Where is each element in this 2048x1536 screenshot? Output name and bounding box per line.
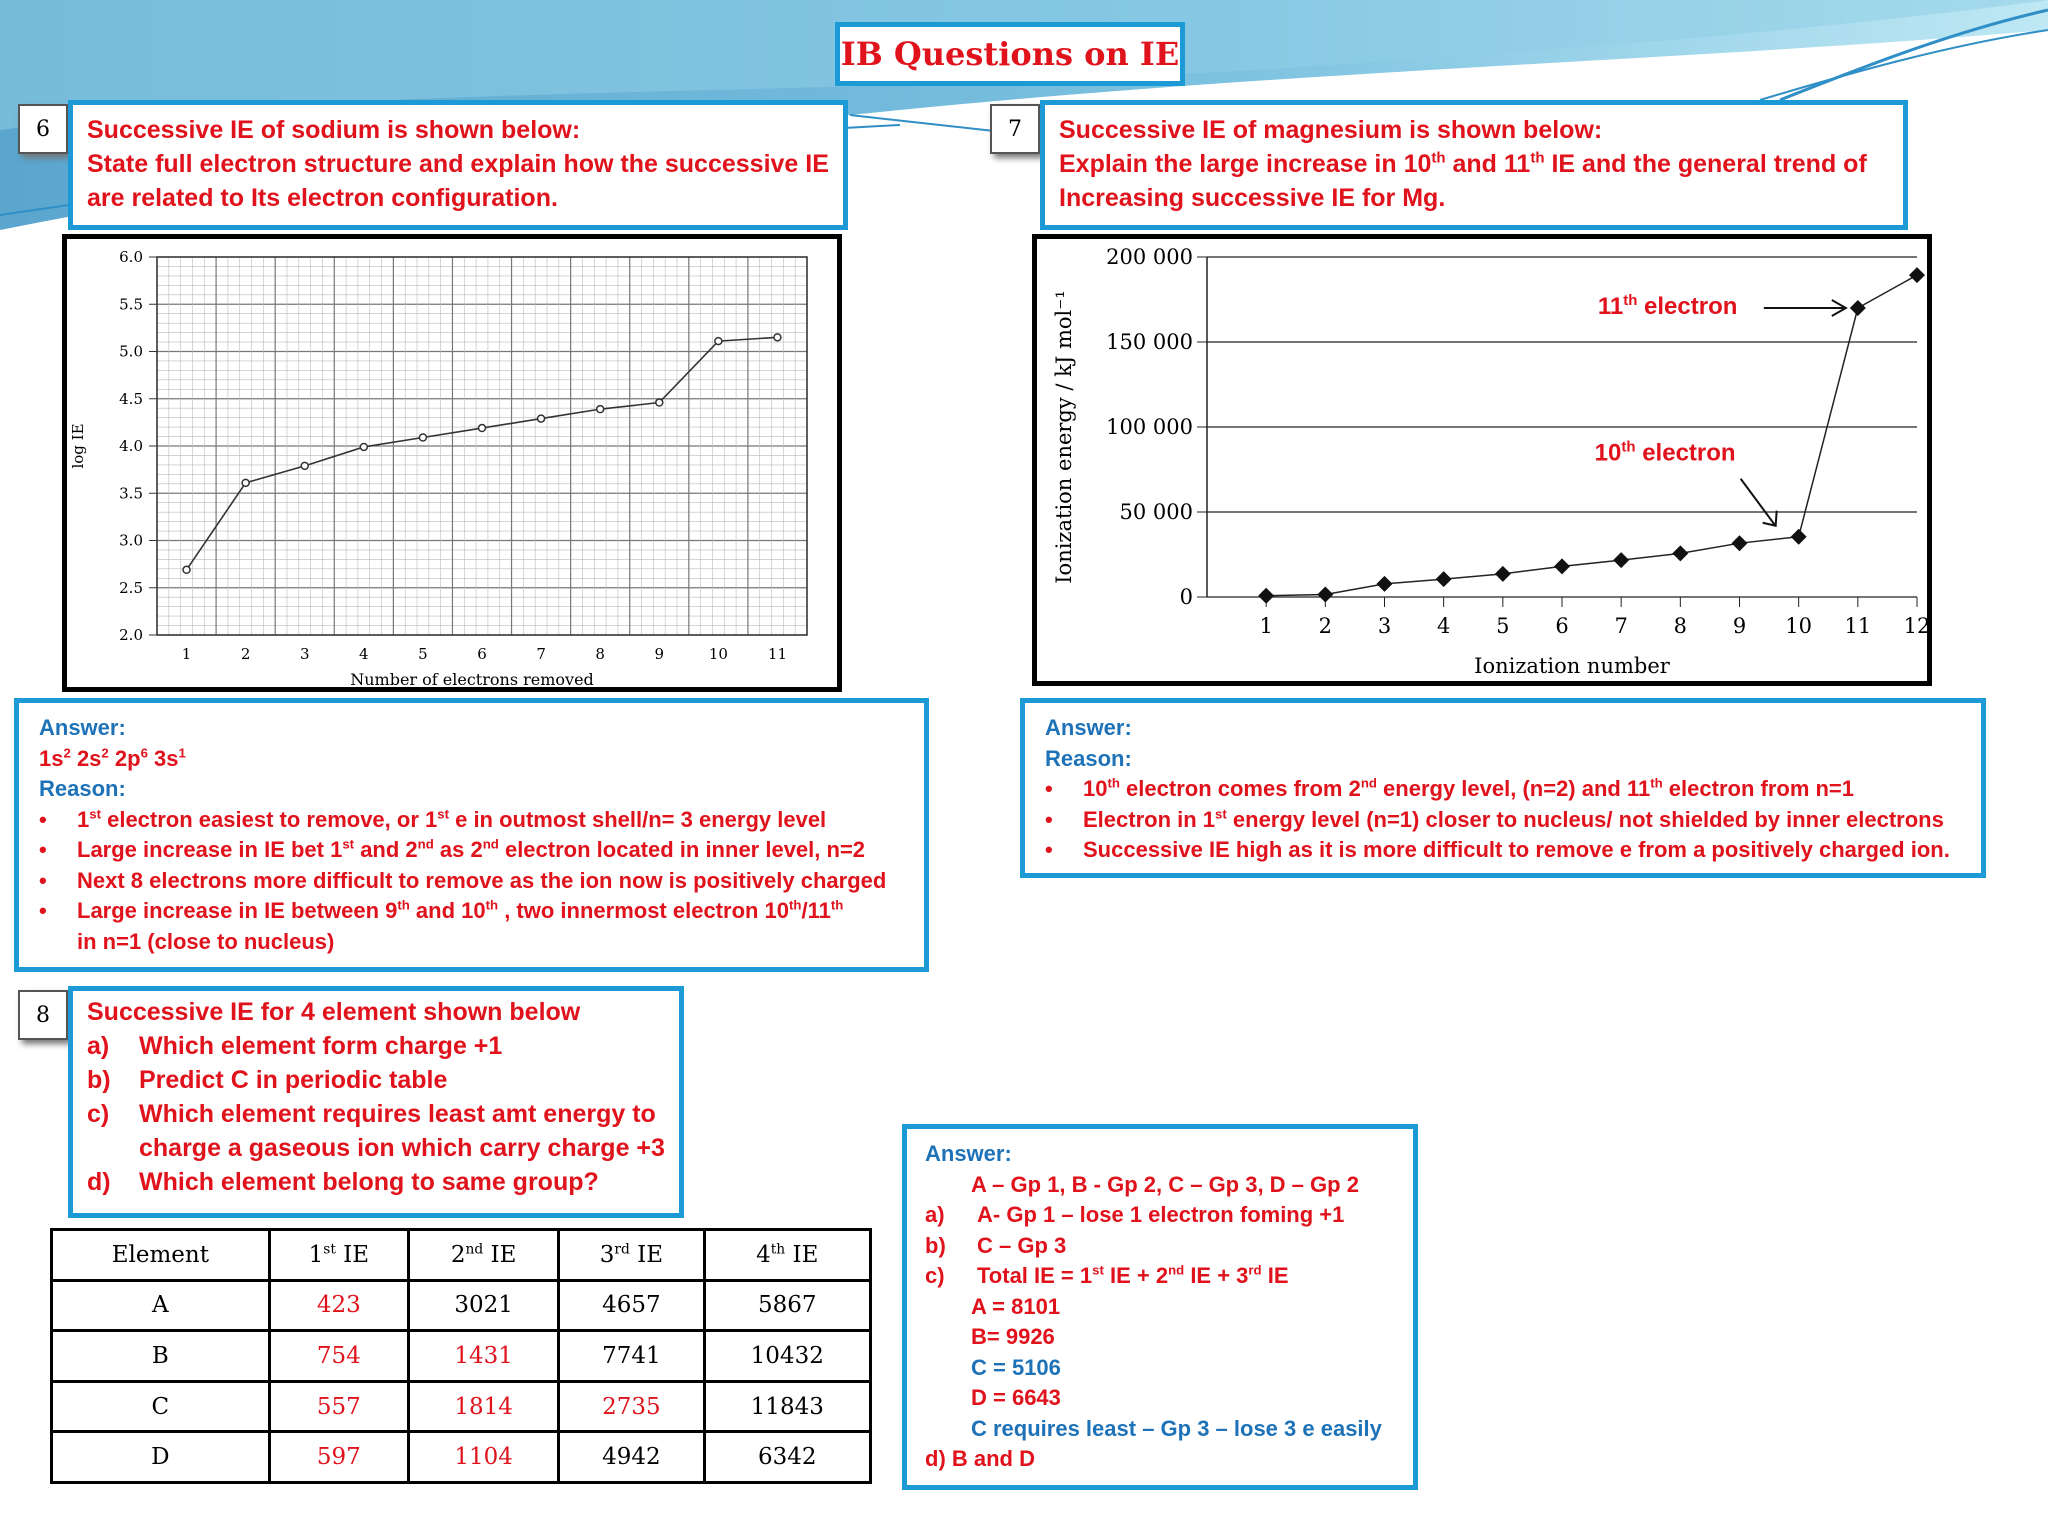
y-tick-label: 3.0	[119, 531, 143, 550]
x-axis-label: Ionization number	[1474, 654, 1670, 678]
x-tick-label: 8	[1673, 614, 1688, 638]
y-axis-label: Ionization energy / kJ mol⁻¹	[1052, 290, 1076, 584]
q6-answer-label: Answer:	[39, 715, 126, 740]
q8-answer-c: c) Total IE = 1st IE + 2nd IE + 3rd IE	[925, 1262, 1289, 1288]
x-tick-label: 4	[1436, 614, 1451, 638]
q6-reason-4: • Large increase in IE between 9th and 10th , two innermost electron 10th/11th in n=1 (close to nucleus)	[39, 896, 904, 957]
table-cell: 4657	[559, 1280, 704, 1331]
sodium-ie-chart	[67, 239, 837, 687]
data-point	[301, 462, 308, 469]
data-point	[1909, 267, 1925, 283]
question-7-box	[1040, 100, 1908, 230]
q8-item: b) Predict C in periodic table	[87, 1066, 448, 1094]
header-element: Element	[52, 1230, 270, 1281]
table-row	[52, 1331, 871, 1382]
table-cell: 1814	[409, 1381, 559, 1432]
table-cell: 4942	[559, 1432, 704, 1483]
y-tick-label: 100 000	[1106, 415, 1193, 439]
x-tick-label: 10	[708, 645, 728, 663]
data-point	[1672, 545, 1688, 561]
data-point	[1436, 571, 1452, 587]
q8-answer-d: d) B and D	[925, 1446, 1035, 1471]
table-row	[52, 1381, 871, 1432]
x-tick-label: 11	[767, 645, 788, 663]
data-point	[656, 399, 663, 406]
header-2nd-ie: 2nd IE	[409, 1230, 559, 1281]
table-cell: A	[52, 1280, 270, 1331]
data-point	[1613, 552, 1629, 568]
table-row	[52, 1280, 871, 1331]
annotation-arrow	[1741, 479, 1775, 525]
data-point	[1258, 588, 1274, 604]
x-tick-label: 3	[299, 645, 310, 663]
table-cell: C	[52, 1381, 270, 1432]
q8-answer-groups: A – Gp 1, B - Gp 2, C – Gp 3, D – Gp 2	[971, 1171, 1359, 1197]
q8-answer-total-d: D = 6643	[971, 1385, 1061, 1410]
q7-line1: Successive IE of magnesium is shown below:	[1059, 116, 1603, 144]
q7-reason-label: Reason:	[1045, 745, 1132, 771]
table-cell: B	[52, 1331, 270, 1382]
x-tick-label: 10	[1785, 614, 1813, 638]
annotation-10th-electron: 10th electron	[1594, 438, 1736, 467]
data-point	[479, 425, 486, 432]
series-line	[1266, 275, 1917, 596]
y-tick-label: 6.0	[119, 248, 143, 266]
x-tick-label: 3	[1377, 614, 1392, 638]
x-tick-label: 7	[1614, 614, 1628, 638]
data-point	[1495, 566, 1511, 582]
x-tick-label: 5	[1496, 614, 1510, 638]
data-point	[1554, 558, 1570, 574]
question-8-box	[68, 986, 684, 1218]
header-3rd-ie: 3rd IE	[559, 1230, 704, 1281]
y-tick-label: 0	[1179, 585, 1193, 609]
q8-answer-total-c: C = 5106	[971, 1354, 1061, 1380]
q8-line1: Successive IE for 4 element shown below	[87, 998, 581, 1026]
q8-answer-box	[902, 1124, 1418, 1490]
q6-reason-label: Reason:	[39, 776, 126, 801]
data-point	[597, 406, 604, 413]
page-title: IB Questions on IE	[835, 22, 1185, 86]
table-cell: 6342	[704, 1432, 870, 1483]
y-tick-label: 5.0	[119, 342, 143, 361]
x-axis-label: Number of electrons removed	[350, 670, 594, 689]
table-cell: 597	[269, 1432, 408, 1483]
q7-reason-2: • Electron in 1st energy level (n=1) closer to nucleus/ not shielded by inner electrons	[1045, 805, 1961, 836]
q6-reason-3: • Next 8 electrons more difficult to remove as the ion now is positively charged	[39, 866, 904, 897]
y-tick-label: 2.0	[119, 626, 143, 644]
y-tick-label: 2.5	[119, 578, 143, 597]
header-4th-ie: 4th IE	[704, 1230, 870, 1281]
table-cell: 754	[269, 1331, 408, 1382]
q8-item: a) Which element form charge +1	[87, 1032, 503, 1060]
q7-line2: Explain the large increase in 10th and 11th IE and the general trend of	[1059, 149, 1867, 178]
q7-answer-box	[1020, 698, 1986, 878]
table-cell: 1431	[409, 1331, 559, 1382]
x-tick-label: 11	[1844, 614, 1872, 638]
data-point	[538, 415, 545, 422]
q8-answer-label: Answer:	[925, 1141, 1012, 1166]
q8-item: d) Which element belong to same group?	[87, 1168, 599, 1196]
table-cell: 5867	[704, 1280, 870, 1331]
question-number-6: 6	[18, 104, 68, 154]
table-cell: 2735	[559, 1381, 704, 1432]
data-point	[419, 434, 426, 441]
x-tick-label: 6	[1555, 614, 1569, 638]
x-tick-label: 6	[477, 645, 487, 663]
x-tick-label: 5	[418, 645, 428, 663]
q8-item: c) Which element requires least amt energy to	[87, 1100, 656, 1128]
data-point	[183, 566, 190, 573]
x-tick-label: 1	[181, 645, 192, 663]
q6-line2: State full electron structure and explain how the successive IE	[87, 150, 829, 178]
q7-line3: Increasing successive IE for Mg.	[1059, 184, 1446, 212]
x-tick-label: 2	[1318, 614, 1333, 638]
table-cell: 7741	[559, 1331, 704, 1382]
table-header-row	[52, 1230, 871, 1281]
y-tick-label: 200 000	[1106, 245, 1193, 269]
table-cell: 557	[269, 1381, 408, 1432]
q8-answer-b: b) C – Gp 3	[925, 1232, 1067, 1258]
y-tick-label: 4.5	[119, 389, 143, 408]
y-tick-label: 4.0	[119, 437, 143, 455]
header-1st-ie: 1st IE	[269, 1230, 408, 1281]
q8-answer-total-b: B= 9926	[971, 1324, 1055, 1349]
question-number-8: 8	[18, 990, 68, 1040]
q6-electron-configuration: $1s^2$ $2s^2$ $2p^6$ $3s^1$	[39, 745, 186, 771]
ie-table	[50, 1228, 872, 1484]
q6-line1: Successive IE of sodium is shown below:	[87, 116, 581, 144]
question-number-7: 7	[990, 104, 1040, 154]
q6-answer-box	[14, 698, 929, 972]
x-tick-label: 1	[1259, 614, 1273, 638]
y-tick-label: 50 000	[1119, 500, 1193, 524]
x-tick-label: 9	[1732, 614, 1747, 638]
q7-reason-3: • Successive IE high as it is more difficult to remove e from a positively charged ion.	[1045, 835, 1961, 866]
data-point	[1732, 535, 1748, 551]
q8-item: charge a gaseous ion which carry charge +3	[139, 1134, 665, 1162]
table-cell: 423	[269, 1280, 408, 1331]
magnesium-ie-chart-frame	[1032, 234, 1932, 686]
y-tick-label: 3.5	[119, 484, 143, 503]
question-6-box	[68, 100, 848, 230]
annotation-11th-electron: 11th electron	[1597, 292, 1738, 321]
data-point	[1850, 300, 1866, 316]
y-tick-label: 150 000	[1106, 330, 1193, 354]
data-point	[1791, 529, 1807, 545]
sodium-ie-chart-frame	[62, 234, 842, 692]
table-cell: 11843	[704, 1381, 870, 1432]
table-row	[52, 1432, 871, 1483]
q6-reason-2: • Large increase in IE bet 1st and 2nd as 2nd electron located in inner level, n=2	[39, 835, 904, 866]
y-tick-label: 5.5	[119, 295, 143, 314]
x-tick-label: 9	[654, 645, 665, 663]
data-point	[1317, 587, 1333, 603]
table-cell: 1104	[409, 1432, 559, 1483]
data-point	[242, 479, 249, 486]
x-tick-label: 4	[359, 645, 369, 663]
data-point	[360, 443, 367, 450]
q8-answer-total-a: A = 8101	[971, 1293, 1061, 1319]
data-point	[715, 338, 722, 345]
q6-reason-1: • 1st electron easiest to remove, or 1st e in outmost shell/n= 3 energy level	[39, 805, 904, 836]
q6-line3: are related to Its electron configuration.	[87, 184, 558, 212]
q7-answer-label: Answer:	[1045, 715, 1132, 740]
x-tick-label: 7	[536, 645, 546, 663]
q8-answer-least: C requires least – Gp 3 – lose 3 e easily	[971, 1415, 1382, 1441]
data-point	[1377, 576, 1393, 592]
x-tick-label: 12	[1903, 614, 1931, 638]
magnesium-ie-chart	[1037, 239, 1931, 681]
data-point	[774, 334, 781, 341]
y-axis-label: log IE	[69, 423, 87, 469]
q8-answer-a: a) A- Gp 1 – lose 1 electron foming +1	[925, 1202, 1345, 1227]
table-cell: D	[52, 1432, 270, 1483]
table-cell: 3021	[409, 1280, 559, 1331]
table-cell: 10432	[704, 1331, 870, 1382]
x-tick-label: 8	[595, 645, 605, 663]
q7-reason-1: • 10th electron comes from 2nd energy level, (n=2) and 11th electron from n=1	[1045, 774, 1961, 805]
x-tick-label: 2	[240, 645, 251, 663]
